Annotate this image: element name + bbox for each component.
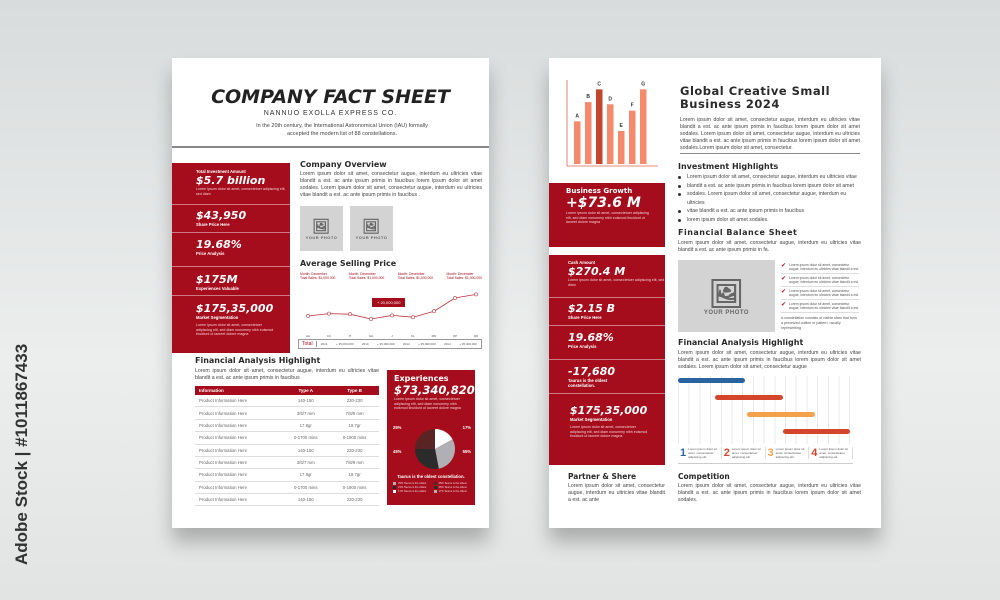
table-cell: 17.8gr (281, 419, 330, 431)
list-item: Lorem ipsum dolor sit amet, consectetur augue, interdum eu ultricies vitae (678, 173, 863, 182)
step-text: Lorem ipsum dolor sit amet, consectetuer adipiscing elit. (731, 447, 761, 459)
asp-line-chart (300, 283, 484, 340)
bar-label: C (597, 81, 602, 88)
stat-taurus (549, 360, 665, 394)
table-cell: 3/5/7 mm (281, 456, 330, 468)
table-cell: 7/8/9 mm (330, 407, 379, 419)
asp-point (390, 314, 393, 317)
table-cell: 17.8gr (281, 469, 330, 481)
legend-item (434, 482, 472, 485)
table-header: Information (195, 386, 281, 395)
step-text: Lorem ipsum dolor sit amet, consectetuer adipiscing elit. (819, 447, 849, 459)
bar (607, 104, 614, 164)
growth-desc: Lorem ipsum dolor sit amet, consectetuer adipiscing elit, sed diam nonummy nibh euismod tincidunt ut laoreet dolore magna (566, 211, 649, 225)
month-info: Month: December Total Sales: $1,000,000 (446, 272, 482, 281)
fah-text: Lorem ipsum dolor sit amet, consectetur augue, interdum eu ultricies vitae blandit a est. ac ante ipsum primis in faucibus (195, 368, 379, 381)
stat-desc: Lorem ipsum dolor sit amet, consectetuer adipiscing elit, sed diam (568, 278, 665, 287)
table-cell: Product Information Here (195, 432, 281, 444)
month-info: Month: December Total Sales: $1,000,000 (397, 272, 434, 281)
stat-value: -17,680 (568, 365, 616, 378)
table-cell: 7/8/9 mm (330, 456, 379, 468)
partner-title: Partner & Shere (568, 472, 637, 481)
legend-item (434, 486, 472, 489)
table-cell: Product Information Here (195, 419, 281, 431)
stat-cash (549, 255, 665, 298)
legend-item (393, 482, 431, 485)
pct-label: 17% (462, 425, 471, 430)
image-icon: 🖼 (362, 217, 381, 234)
fbs-note: A constellation consists of visible stars that form a perceived outline or pattern, usually representing (781, 316, 858, 330)
check-item (781, 300, 859, 313)
overview-text: Lorem ipsum dolor sit amet, consectetur augue, interdum eu ultricies vitae blandit a est. ac ante ipsum primis in faucibus lorem ipsum dolor sit amet sodales. Lorem ipsum dolor sit amet, consectetur augue, interdum eu ultricies vitae blandit a est. ac ante ipsum primis in faucibus . (300, 171, 482, 198)
bar-label: D (608, 96, 613, 103)
gantt-chart (678, 376, 850, 444)
right-stats (549, 255, 665, 465)
check-item (781, 261, 859, 274)
bar (596, 89, 603, 164)
experiences-value: $73,340,820 (394, 383, 475, 397)
table-cell: 140-150 (281, 444, 330, 456)
fah-title: Financial Analysis Highlight (678, 338, 804, 347)
pie-slice (415, 449, 439, 469)
list-item: vitae blandit a est. ac ante ipsum primis in faucibus (678, 207, 863, 216)
fbs-text: Lorem ipsum dolor sit amet, consectetur augue, interdum eu ultricies vitae blandit a est. ac ante ipsum primis in fa. (678, 240, 861, 253)
image-icon: 🖼 (312, 217, 331, 234)
list-item: sodales. Lorem ipsum dolor sit amet, consectetur augue, interdum eu ultricies (678, 190, 863, 207)
total-cell: 2014 (361, 342, 369, 346)
partner-text: Lorem ipsum dolor sit amet, consectetur augue, interdum eu ultricies vitae blandit a est. ac ante (568, 483, 665, 503)
table-cell: Product Information Here (195, 444, 281, 456)
stat-label: Market Segmentation (196, 315, 239, 320)
ih-list (678, 173, 863, 225)
experiences-desc: Lorem ipsum dolor sit amet, consectetuer adipiscing elit, sed diam nonummy nibh euismod tincidunt ut laoreet dolore magna (394, 397, 461, 411)
photo-placeholder-1 (300, 206, 343, 251)
legend-item (434, 490, 472, 493)
photo-placeholder-2 (350, 206, 393, 251)
stat-share-price (549, 298, 665, 326)
stat-value: $43,950 (196, 209, 247, 222)
fah-table (195, 386, 379, 506)
asp-x-tick: QR (473, 334, 479, 338)
table-header: Type B (330, 386, 379, 395)
table-header: Type A (281, 386, 330, 395)
table-cell: 220-230 (330, 395, 379, 407)
total-cell: + 35,000,000 (418, 342, 436, 346)
photo-label: YOUR PHOTO (703, 309, 750, 316)
pie-slice (415, 429, 435, 449)
ih-title: Investment Highlights (678, 162, 779, 171)
stat-value: 19.68% (196, 238, 242, 251)
gantt-bar (678, 378, 745, 383)
table-row (195, 469, 379, 481)
asp-point (474, 293, 477, 296)
stat-label: Price Analysis (568, 344, 597, 349)
photo-placeholder (678, 260, 775, 332)
stat-value: $175,35,000 (570, 404, 648, 417)
left-page (172, 58, 489, 528)
legend-swatch (393, 482, 396, 485)
stat-price-analysis (549, 326, 665, 360)
pie-legend (393, 482, 471, 493)
asp-x-tick: KL (411, 334, 415, 338)
table-cell: 19.7gr (330, 419, 379, 431)
table-cell: 0-1900 mins (330, 481, 379, 493)
asp-title: Average Selling Price (300, 259, 397, 268)
competition-text: Lorem ipsum dolor sit amet, consectetur augue, interdum eu ultricies vitae blandit a est. ac ante ipsum primis in faucibus lorem ipsum dolor sit amet sodales. (678, 483, 861, 503)
asp-point (432, 310, 435, 313)
legend-swatch (434, 482, 437, 485)
table-row (195, 494, 379, 506)
experiences-title: Experiences (394, 374, 449, 383)
stats-sidebar (172, 163, 290, 353)
stat-label: Total Investment Amount (196, 169, 246, 174)
right-intro: Lorem ipsum dolor sit amet, consectetur augue, interdum eu ultricies vitae blandit a est. ac ante ipsum primis in faucibus lorem ipsum dolor sit amet sodales. Lorem ipsum dolor sit amet, consectetur augue, interdum eu ultricies vitae blandit a est. ac ante ipsum primis in faucibus lorem ipsum dolor sit amet sodales.Lorem ipsum dolor sit amet, consectetur. (680, 117, 860, 151)
asp-point (369, 317, 372, 320)
total-cell: 2014 (444, 342, 451, 346)
table-cell: 3/5/7 mm (281, 407, 330, 419)
divider (172, 146, 489, 148)
experiences-box (387, 370, 475, 505)
table-cell: 220-230 (330, 494, 379, 506)
legend-label: 35% Taurus is the oldest (438, 486, 467, 489)
stat-label: Share Price Here (196, 222, 230, 227)
total-cell: 2014 (402, 342, 410, 346)
legend-swatch (393, 490, 396, 493)
bar (585, 102, 592, 164)
table-cell: 0-1700 mins (281, 432, 330, 444)
check-item (781, 287, 859, 300)
stat-price-analysis (172, 233, 290, 267)
step-text: Lorem ipsum dolor sit amet, consectetuer adipiscing elit. (775, 447, 805, 459)
table-row (195, 395, 379, 407)
step-number: 3 (767, 447, 774, 459)
stat-desc: Lorem ipsum dolor sit amet, consectetuer adipiscing elit, sed diam nonummy nibh euismod tincidunt ut laoreet dolore magna (196, 323, 274, 337)
table-row (195, 432, 379, 444)
competition-title: Competition (678, 472, 730, 481)
overview-title: Company Overview (300, 160, 387, 169)
table-cell: 140-150 (281, 494, 330, 506)
growth-value: +$73.6 M (566, 195, 641, 211)
month-info: Month: December Total Sales: $1,000,000 (300, 272, 336, 281)
stat-share-price (172, 205, 290, 233)
gantt-bar (747, 412, 814, 417)
company-name: NANNUO EXOLLA EXPRESS CO. (263, 110, 398, 117)
check-icon: ✔ (781, 302, 787, 308)
legend-item (393, 490, 431, 493)
step-item (766, 447, 810, 459)
asp-x-tick: CC (326, 334, 332, 338)
growth-box (549, 183, 665, 247)
total-cell: + 35,000,000 (335, 342, 354, 346)
gantt-bar (715, 395, 782, 400)
step-item (722, 447, 766, 459)
pct-label: 25% (393, 425, 402, 430)
table-row (195, 444, 379, 456)
stat-market (549, 394, 665, 465)
stat-value: $270.4 M (568, 265, 626, 278)
table-cell: Product Information Here (195, 481, 281, 493)
table-cell: 0-1900 mins (330, 432, 379, 444)
stat-label: Price Analysis (196, 251, 225, 256)
bar (618, 131, 625, 164)
table-cell: 220-230 (330, 444, 379, 456)
step-item (678, 447, 722, 459)
check-icon: ✔ (781, 289, 787, 295)
bar-label: A (575, 113, 580, 120)
stat-label: Taurus is the oldest constellation. (568, 378, 608, 388)
asp-point (327, 312, 330, 315)
stat-value: $175,35,000 (196, 302, 274, 315)
check-icon: ✔ (781, 263, 787, 269)
table-cell: 140-150 (281, 395, 330, 407)
stat-market (172, 296, 290, 353)
table-cell: 0-1700 mins (281, 481, 330, 493)
step-number: 4 (811, 447, 818, 459)
stat-desc: Lorem ipsum dolor sit amet, consectetuer adipiscing elit, sed diam (196, 187, 286, 196)
table-cell: Product Information Here (195, 469, 281, 481)
check-text: Lorem ipsum dolor sit amet, consectetur augue, interdum eu ultricies vitae blandit a est. (789, 289, 859, 297)
check-text: Lorem ipsum dolor sit amet, consectetur augue, interdum eu ultricies vitae blandit a est. (789, 276, 859, 284)
asp-point (348, 313, 351, 316)
pct-label: 55% (462, 449, 471, 454)
legend-label: 17% Taurus is the oldest (438, 490, 467, 493)
bar-label: E (619, 122, 623, 129)
right-title: Global Creative Small Business 2024 (680, 84, 831, 111)
stat-label: Cash Amount (568, 260, 596, 265)
stat-value: $175M (196, 273, 238, 286)
bar (574, 121, 581, 164)
total-label: Total (299, 341, 317, 347)
asp-x-tick: MN (431, 334, 437, 338)
fbs-title: Financial Balance Sheet (678, 228, 798, 237)
table-row (195, 456, 379, 468)
gantt-bar (783, 429, 850, 434)
bar (629, 111, 636, 164)
total-cell: 2014 (320, 342, 328, 346)
bar (640, 89, 647, 164)
legend-swatch (434, 486, 437, 489)
total-cell: + 35,000,000 (459, 342, 477, 346)
legend-swatch (393, 486, 396, 489)
asp-point (453, 296, 456, 299)
stat-value: 19.68% (568, 331, 614, 344)
fah-text: Lorem ipsum dolor sit amet, consectetur augue, interdum eu ultricies vitae blandit a est. ac ante ipsum primis in faucibus lorem ipsum dolor sit amet sodales. Lorem ipsum dolor sit amet, consectetur augue (678, 350, 861, 370)
asp-total-row (298, 339, 482, 349)
stat-experiences (172, 267, 290, 296)
check-item (781, 274, 859, 287)
photo-label: YOUR PHOTO (305, 234, 338, 240)
stat-label: Market Segmentation (570, 417, 613, 422)
asp-point (411, 316, 414, 319)
asp-x-tick: IT (348, 334, 352, 338)
stat-label: Experiences Valuable (196, 286, 239, 291)
stat-label: Share Price Here (568, 315, 602, 320)
asp-x-tick: GH (368, 334, 374, 338)
step-item (809, 447, 853, 459)
legend-item (393, 486, 431, 489)
stat-value: $5.7 billion (196, 174, 266, 187)
table-cell: Product Information Here (195, 395, 281, 407)
bar-label: F (630, 102, 634, 109)
table-cell: 19.7gr (330, 469, 379, 481)
asp-x-tick: OP (452, 334, 458, 338)
pct-label: 45% (393, 449, 402, 454)
growth-title: Business Growth (566, 187, 633, 195)
watermark-id: Adobe Stock | #1011867433 (12, 343, 31, 565)
bar-label: B (586, 94, 591, 101)
right-page (549, 58, 881, 528)
asp-point (306, 314, 309, 317)
step-number: 1 (680, 447, 687, 459)
asp-x-tick: AA (305, 334, 310, 338)
image-icon: 🖼 (708, 277, 745, 309)
stat-investment (172, 163, 290, 205)
bar-label: G (641, 81, 646, 88)
table-row (195, 481, 379, 493)
month-info: Month: December Total Sales: $1,000,000 (348, 272, 385, 281)
total-cell: + 35,000,000 (376, 342, 395, 346)
check-list (781, 261, 859, 313)
table-cell: Product Information Here (195, 456, 281, 468)
legend-label: 25% Taurus is the oldest (438, 482, 467, 485)
photo-label: YOUR PHOTO (355, 234, 388, 240)
step-number: 2 (723, 447, 730, 459)
page-title: COMPANY FACT SHEET (211, 86, 450, 108)
legend-swatch (434, 490, 437, 493)
asp-months (300, 272, 482, 281)
divider (680, 153, 860, 154)
step-text: Lorem ipsum dolor sit amet, consectetuer adipiscing elit. (688, 447, 717, 459)
check-text: Lorem ipsum dolor sit amet, consectetur augue, interdum eu ultricies vitae blandit a est. (789, 302, 859, 310)
table-row (195, 419, 379, 431)
legend-label: 25% Taurus is the oldest (398, 482, 427, 485)
check-text: Lorem ipsum dolor sit amet, consectetur augue, interdum eu ultricies vitae blandit a est. (789, 263, 859, 271)
bar-chart (565, 78, 660, 170)
asp-x-tick: J (391, 334, 393, 338)
table-cell: Product Information Here (195, 407, 281, 419)
pie-chart (414, 428, 456, 470)
list-item: blandit a est. ac ante ipsum primis in faucibus lorem ipsum dolor sit amet (678, 182, 863, 191)
intro-text: In the 20th century, the International Astronomical Union (IAU) formally accepted the modern list of 88 constellations. (256, 123, 428, 137)
pie-caption: Taurus is the oldest constellation. (397, 474, 465, 479)
fah-title: Financial Analysis Highlight (195, 356, 321, 365)
check-icon: ✔ (781, 276, 787, 282)
table-cell: Product Information Here (195, 494, 281, 506)
stat-desc: Lorem ipsum dolor sit amet, consectetuer adipiscing elit, sed diam nonummy nibh euismod tincidunt ut laoreet dolore magna (570, 425, 648, 439)
legend-label: 17% Taurus is the oldest (398, 490, 427, 493)
table-row (195, 407, 379, 419)
stat-value: $2.15 B (568, 302, 616, 315)
asp-callout: + 20,000,000 (372, 298, 405, 307)
legend-label: 15% Taurus is the oldest (398, 486, 427, 489)
steps (678, 447, 853, 464)
list-item: lorem ipsum dolor sit amet sodales. (678, 216, 863, 225)
